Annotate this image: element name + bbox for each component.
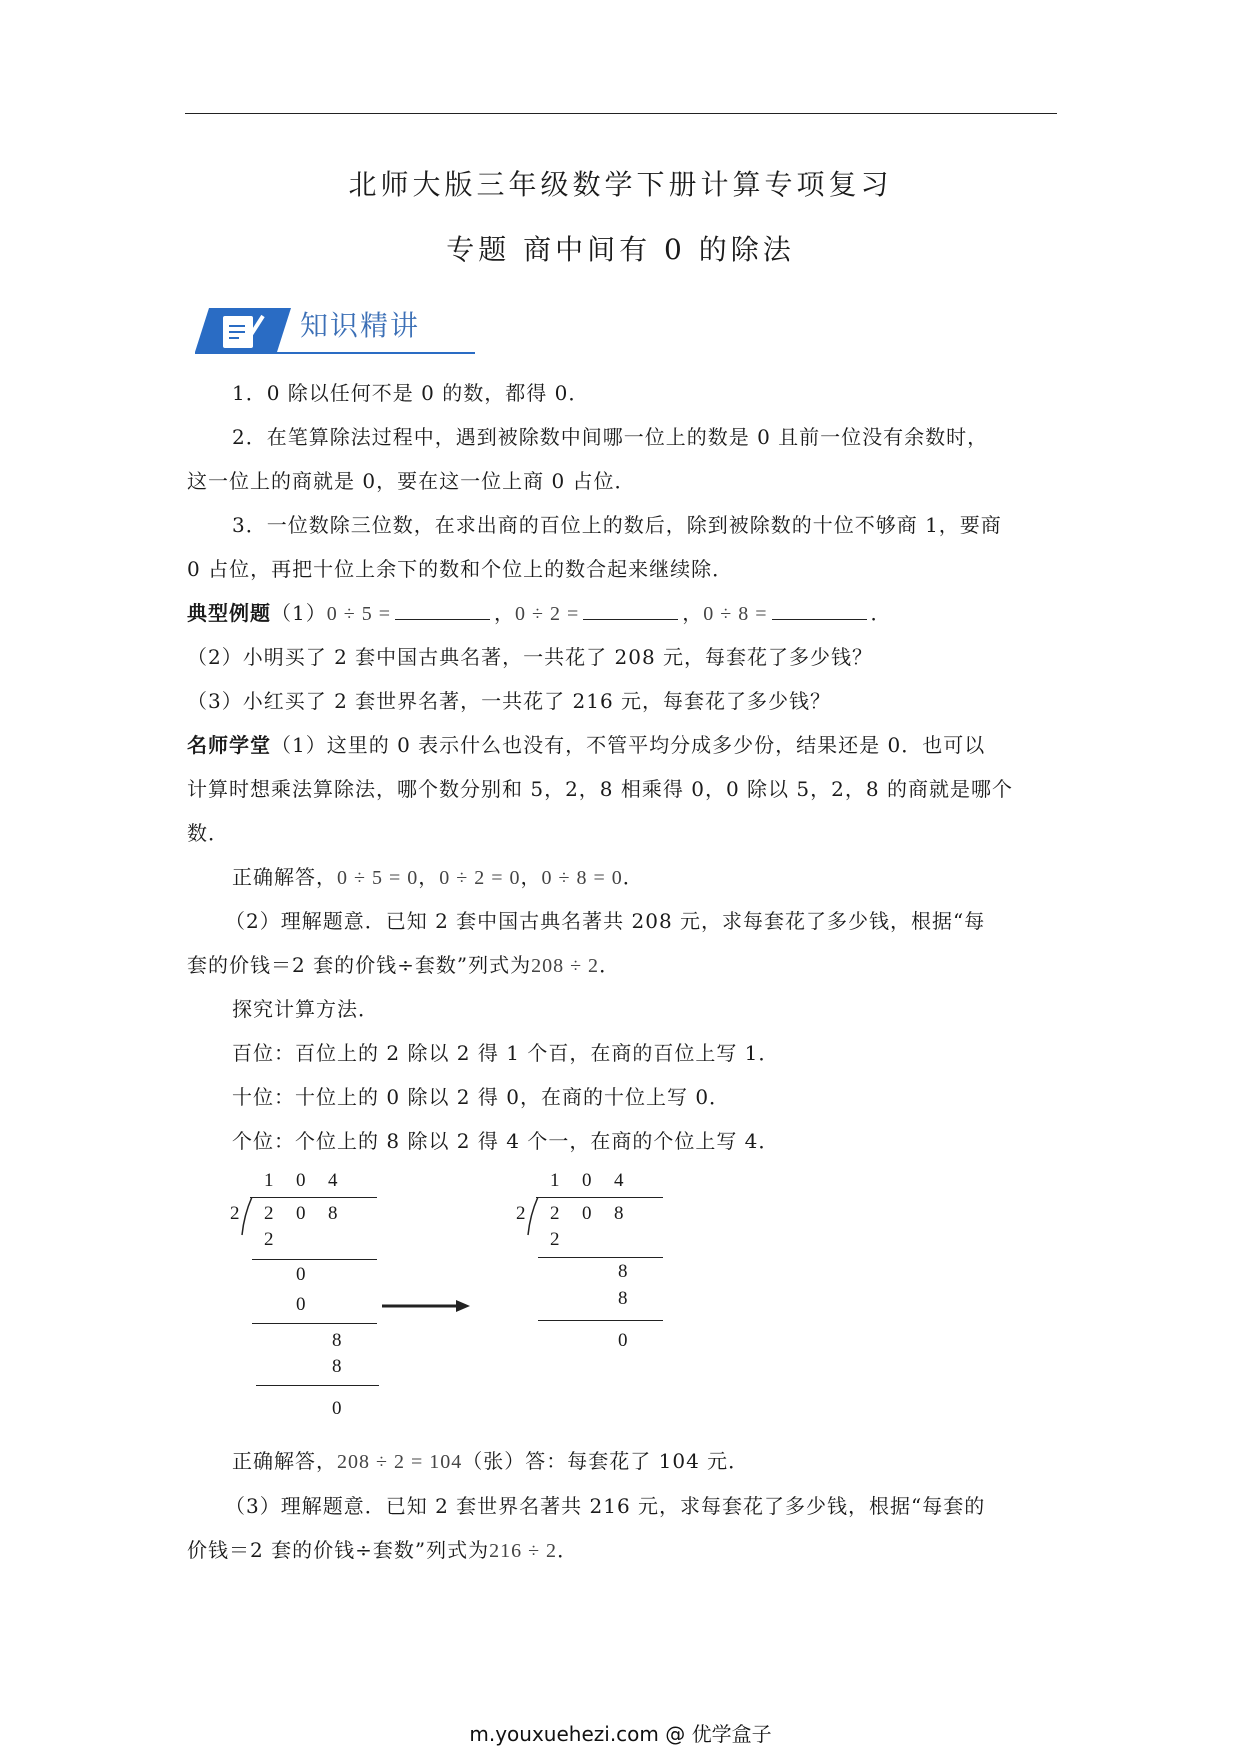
q1-formula-1: 0 ÷ 5 =	[326, 603, 391, 625]
answer-1: 正确解答，0 ÷ 5 = 0，0 ÷ 2 = 0，0 ÷ 8 = 0．	[232, 865, 644, 889]
step-product-1: 2	[550, 1229, 560, 1250]
answer-1-formula-2: 0 ÷ 2 = 0	[439, 867, 521, 889]
answer-1-formula-1: 0 ÷ 5 = 0	[337, 867, 419, 889]
step-remainder-2: 8	[332, 1330, 342, 1351]
document-title: 北师大版三年级数学下册计算专项复习	[348, 168, 893, 201]
answer-2-suffix: （张）答：每套花了 104 元．	[462, 1449, 750, 1473]
part2-line-2: 套的价钱＝2 套的价钱÷套数”列式为208 ÷ 2．	[187, 953, 621, 977]
answer-blank-2[interactable]	[583, 597, 678, 620]
dividend-hundreds: 2	[550, 1203, 560, 1224]
part3-line-1: （3）理解题意．已知 2 套世界名著共 216 元，求每套花了多少钱，根据“每套的	[225, 1494, 986, 1518]
division-bar	[250, 1197, 377, 1198]
explore-heading: 探究计算方法．	[232, 997, 379, 1021]
banner-label: 知识精讲	[300, 309, 421, 342]
part2-line-1: （2）理解题意．已知 2 套中国古典名著共 208 元，求每套花了多少钱，根据“每	[225, 909, 986, 933]
final-remainder: 0	[618, 1330, 628, 1351]
step-product-1: 2	[264, 1229, 274, 1250]
quotient-digit-tens: 0	[296, 1170, 306, 1191]
step-line-2	[252, 1323, 377, 1324]
step-remainder-1: 8	[618, 1261, 628, 1282]
division-bracket	[240, 1197, 254, 1237]
q1-formula-3: 0 ÷ 8 =	[703, 603, 768, 625]
answer-1-formula-3: 0 ÷ 8 = 0	[541, 867, 623, 889]
right-arrow-icon	[382, 1298, 470, 1314]
q1-prefix: （1）	[271, 601, 327, 625]
knowledge-point-3: 3．一位数除三位数，在求出商的百位上的数后，除到被除数的十位不够商 1，要商	[232, 513, 1002, 537]
quotient-digit-ones: 4	[328, 1170, 338, 1191]
quotient-digit-tens: 0	[582, 1170, 592, 1191]
answer-blank-3[interactable]	[772, 597, 867, 620]
examples-label: 典型例题	[187, 601, 271, 625]
example-q3: （3）小红买了 2 套世界名著，一共花了 216 元，每套花了多少钱？	[187, 689, 832, 713]
step-remainder-1: 0	[296, 1264, 306, 1285]
step-product-3: 8	[332, 1356, 342, 1377]
answer-1-prefix: 正确解答，	[232, 865, 337, 889]
dividend-hundreds: 2	[264, 1203, 274, 1224]
ones-step: 个位：个位上的 8 除以 2 得 4 个一，在商的个位上写 4．	[232, 1129, 780, 1153]
teacher-label: 名师学堂	[187, 733, 271, 757]
answer-2-prefix: 正确解答，	[232, 1449, 337, 1473]
long-division-short	[512, 1170, 652, 1370]
part3-line-2: 价钱＝2 套的价钱÷套数”列式为216 ÷ 2．	[187, 1538, 579, 1562]
step-product-2: 0	[296, 1294, 306, 1315]
part2-formula: 208 ÷ 2	[531, 955, 600, 977]
step-line-1	[538, 1257, 663, 1258]
q1-formula-2: 0 ÷ 2 =	[515, 603, 580, 625]
teacher-text-1: （1）这里的 0 表示什么也没有，不管平均分成多少份，结果还是 0．也可以	[271, 733, 986, 757]
teacher-line-3: 数．	[187, 821, 229, 845]
knowledge-point-3-cont: 0 占位，再把十位上余下的数和个位上的数合起来继续除．	[187, 557, 734, 581]
top-rule	[185, 113, 1057, 114]
quotient-digit-hundreds: 1	[550, 1170, 560, 1191]
example-q2: （2）小明买了 2 套中国古典名著，一共花了 208 元，每套花了多少钱？	[187, 645, 874, 669]
knowledge-point-2: 2．在笔算除法过程中，遇到被除数中间哪一位上的数是 0 且前一位没有余数时，	[232, 425, 989, 449]
knowledge-point-2-cont: 这一位上的商就是 0，要在这一位上商 0 占位．	[187, 469, 636, 493]
quotient-digit-hundreds: 1	[264, 1170, 274, 1191]
step-product-2: 8	[618, 1288, 628, 1309]
final-remainder: 0	[332, 1398, 342, 1419]
tens-step: 十位：十位上的 0 除以 2 得 0，在商的十位上写 0．	[232, 1085, 731, 1109]
division-bar	[536, 1197, 663, 1198]
divisor: 2	[516, 1203, 526, 1224]
teacher-line-2: 计算时想乘法算除法，哪个数分别和 5，2，8 相乘得 0，0 除以 5，2，8 的商就是哪个	[187, 777, 1013, 801]
hundreds-step: 百位：百位上的 2 除以 2 得 1 个百，在商的百位上写 1．	[232, 1041, 780, 1065]
answer-2	[232, 1439, 1102, 1484]
part3-line-2-text: 价钱＝2 套的价钱÷套数”列式为	[187, 1538, 490, 1562]
answer-blank-1[interactable]	[395, 597, 490, 620]
knowledge-point-1: 1．0 除以任何不是 0 的数，都得 0．	[232, 381, 590, 405]
dividend-tens: 0	[582, 1203, 592, 1224]
document-subtitle: 专题 商中间有 0 的除法	[446, 233, 795, 266]
teacher-line-1	[187, 723, 1057, 767]
dividend-tens: 0	[296, 1203, 306, 1224]
footer-watermark: m.youxuehezi.com @ 优学盒子	[469, 1722, 772, 1746]
division-bracket	[526, 1197, 540, 1237]
example-q1: 典型例题（1）0 ÷ 5 = ，0 ÷ 2 = ，0 ÷ 8 = ．	[187, 591, 1057, 636]
part3-formula: 216 ÷ 2	[489, 1540, 558, 1562]
step-line-1	[252, 1259, 377, 1260]
long-division-full	[226, 1170, 366, 1430]
dividend-ones: 8	[328, 1203, 338, 1224]
dividend-ones: 8	[614, 1203, 624, 1224]
answer-2-formula: 208 ÷ 2 = 104	[337, 1451, 463, 1473]
divisor: 2	[230, 1203, 240, 1224]
step-line-3	[256, 1385, 379, 1386]
quotient-digit-ones: 4	[614, 1170, 624, 1191]
part2-line-2-text: 套的价钱＝2 套的价钱÷套数”列式为	[187, 953, 532, 977]
step-line-2	[538, 1320, 663, 1321]
